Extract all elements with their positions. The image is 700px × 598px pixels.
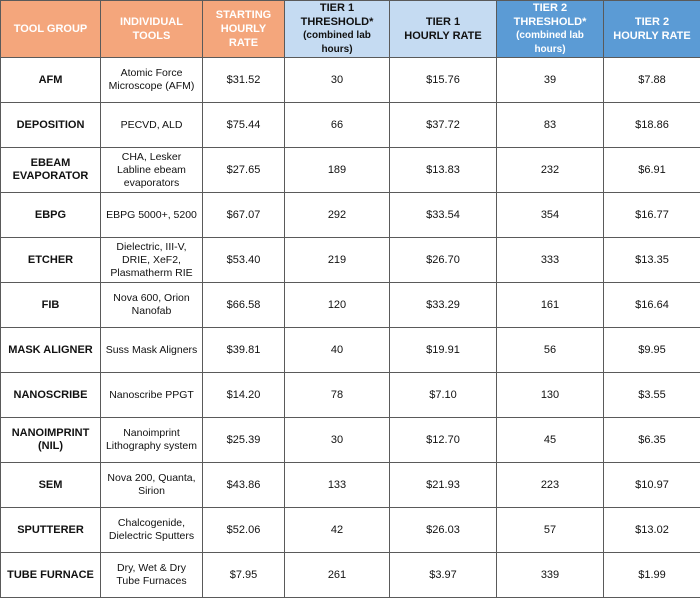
tier2-threshold-cell: 161 bbox=[497, 283, 604, 328]
tier2-rate-cell: $6.35 bbox=[604, 418, 700, 463]
tier1-threshold-cell: 66 bbox=[285, 103, 390, 148]
tool-group-cell: ETCHER bbox=[1, 238, 101, 283]
tier2-rate-cell: $6.91 bbox=[604, 148, 700, 193]
starting-rate-cell: $66.58 bbox=[203, 283, 285, 328]
tier1-rate-cell: $21.93 bbox=[390, 463, 497, 508]
tier2-threshold-cell: 83 bbox=[497, 103, 604, 148]
individual-tools-cell: Atomic Force Microscope (AFM) bbox=[101, 58, 203, 103]
table-row bbox=[1, 463, 700, 508]
tier1-threshold-cell: 219 bbox=[285, 238, 390, 283]
tier2-rate-cell: $1.99 bbox=[604, 553, 700, 598]
tier1-threshold-cell: 120 bbox=[285, 283, 390, 328]
header-tier1-rate: TIER 1 HOURLY RATE bbox=[390, 1, 497, 58]
tier2-rate-cell: $18.86 bbox=[604, 103, 700, 148]
individual-tools-cell: Dielectric, III-V, DRIE, XeF2, Plasmatherm RIE bbox=[101, 238, 203, 283]
table-row bbox=[1, 508, 700, 553]
table-row bbox=[1, 193, 700, 238]
starting-rate-cell: $27.65 bbox=[203, 148, 285, 193]
tool-group-cell: TUBE FURNACE bbox=[1, 553, 101, 598]
table-row bbox=[1, 283, 700, 328]
tier1-threshold-cell: 30 bbox=[285, 418, 390, 463]
starting-rate-cell: $7.95 bbox=[203, 553, 285, 598]
table-row bbox=[1, 328, 700, 373]
tool-group-cell: MASK ALIGNER bbox=[1, 328, 101, 373]
table-body bbox=[1, 58, 700, 598]
tier1-rate-cell: $13.83 bbox=[390, 148, 497, 193]
tool-group-cell: FIB bbox=[1, 283, 101, 328]
header-starting-rate: STARTING HOURLY RATE bbox=[203, 1, 285, 58]
tier2-threshold-cell: 333 bbox=[497, 238, 604, 283]
tool-group-cell: NANOSCRIBE bbox=[1, 373, 101, 418]
tool-group-cell: NANOIMPRINT (NIL) bbox=[1, 418, 101, 463]
tier1-rate-cell: $33.29 bbox=[390, 283, 497, 328]
individual-tools-cell: Chalcogenide, Dielectric Sputters bbox=[101, 508, 203, 553]
tier2-threshold-cell: 223 bbox=[497, 463, 604, 508]
starting-rate-cell: $43.86 bbox=[203, 463, 285, 508]
tier2-threshold-cell: 39 bbox=[497, 58, 604, 103]
tier1-threshold-cell: 133 bbox=[285, 463, 390, 508]
starting-rate-cell: $53.40 bbox=[203, 238, 285, 283]
tier1-rate-cell: $15.76 bbox=[390, 58, 497, 103]
individual-tools-cell: CHA, Lesker Labline ebeam evaporators bbox=[101, 148, 203, 193]
tier2-rate-cell: $13.35 bbox=[604, 238, 700, 283]
header-tier2-threshold: TIER 2 THRESHOLD* (combined lab hours) bbox=[497, 1, 604, 58]
tool-group-cell: EBPG bbox=[1, 193, 101, 238]
tier1-threshold-cell: 189 bbox=[285, 148, 390, 193]
tier1-threshold-cell: 292 bbox=[285, 193, 390, 238]
tier1-threshold-cell: 261 bbox=[285, 553, 390, 598]
header-tier2-rate: TIER 2 HOURLY RATE bbox=[604, 1, 700, 58]
table-row bbox=[1, 553, 700, 598]
tier2-threshold-cell: 56 bbox=[497, 328, 604, 373]
tier1-rate-cell: $12.70 bbox=[390, 418, 497, 463]
tier2-threshold-cell: 57 bbox=[497, 508, 604, 553]
table-row bbox=[1, 148, 700, 193]
starting-rate-cell: $31.52 bbox=[203, 58, 285, 103]
table-header bbox=[1, 1, 700, 58]
header-row bbox=[1, 1, 700, 58]
starting-rate-cell: $52.06 bbox=[203, 508, 285, 553]
tier2-rate-cell: $13.02 bbox=[604, 508, 700, 553]
tier2-rate-cell: $9.95 bbox=[604, 328, 700, 373]
starting-rate-cell: $39.81 bbox=[203, 328, 285, 373]
starting-rate-cell: $14.20 bbox=[203, 373, 285, 418]
individual-tools-cell: EBPG 5000+, 5200 bbox=[101, 193, 203, 238]
tier2-rate-cell: $3.55 bbox=[604, 373, 700, 418]
tier1-threshold-cell: 40 bbox=[285, 328, 390, 373]
tier1-rate-cell: $37.72 bbox=[390, 103, 497, 148]
tier1-rate-cell: $33.54 bbox=[390, 193, 497, 238]
tool-group-cell: AFM bbox=[1, 58, 101, 103]
tier2-threshold-cell: 354 bbox=[497, 193, 604, 238]
individual-tools-cell: PECVD, ALD bbox=[101, 103, 203, 148]
starting-rate-cell: $75.44 bbox=[203, 103, 285, 148]
tier2-rate-cell: $16.77 bbox=[604, 193, 700, 238]
tier1-rate-cell: $26.70 bbox=[390, 238, 497, 283]
tier1-rate-cell: $26.03 bbox=[390, 508, 497, 553]
header-individual-tools: INDIVIDUAL TOOLS bbox=[101, 1, 203, 58]
table-row bbox=[1, 58, 700, 103]
starting-rate-cell: $67.07 bbox=[203, 193, 285, 238]
table-row bbox=[1, 103, 700, 148]
tier2-rate-cell: $10.97 bbox=[604, 463, 700, 508]
tier2-threshold-cell: 45 bbox=[497, 418, 604, 463]
header-tier1-threshold: TIER 1 THRESHOLD* (combined lab hours) bbox=[285, 1, 390, 58]
table-row bbox=[1, 238, 700, 283]
individual-tools-cell: Suss Mask Aligners bbox=[101, 328, 203, 373]
tool-group-cell: DEPOSITION bbox=[1, 103, 101, 148]
individual-tools-cell: Nova 600, Orion Nanofab bbox=[101, 283, 203, 328]
tier1-rate-cell: $19.91 bbox=[390, 328, 497, 373]
header-tool-group: TOOL GROUP bbox=[1, 1, 101, 58]
individual-tools-cell: Nanoimprint Lithography system bbox=[101, 418, 203, 463]
tier1-rate-cell: $3.97 bbox=[390, 553, 497, 598]
tier2-threshold-cell: 130 bbox=[497, 373, 604, 418]
table-row bbox=[1, 373, 700, 418]
individual-tools-cell: Nova 200, Quanta, Sirion bbox=[101, 463, 203, 508]
tool-group-cell: SEM bbox=[1, 463, 101, 508]
tier2-threshold-cell: 232 bbox=[497, 148, 604, 193]
table-row bbox=[1, 418, 700, 463]
tool-group-cell: EBEAM EVAPORATOR bbox=[1, 148, 101, 193]
tier1-rate-cell: $7.10 bbox=[390, 373, 497, 418]
individual-tools-cell: Dry, Wet & Dry Tube Furnaces bbox=[101, 553, 203, 598]
tool-group-cell: SPUTTERER bbox=[1, 508, 101, 553]
individual-tools-cell: Nanoscribe PPGT bbox=[101, 373, 203, 418]
starting-rate-cell: $25.39 bbox=[203, 418, 285, 463]
tier1-threshold-cell: 30 bbox=[285, 58, 390, 103]
tier1-threshold-cell: 78 bbox=[285, 373, 390, 418]
tier2-rate-cell: $7.88 bbox=[604, 58, 700, 103]
tier1-threshold-cell: 42 bbox=[285, 508, 390, 553]
tier2-threshold-cell: 339 bbox=[497, 553, 604, 598]
tier2-rate-cell: $16.64 bbox=[604, 283, 700, 328]
